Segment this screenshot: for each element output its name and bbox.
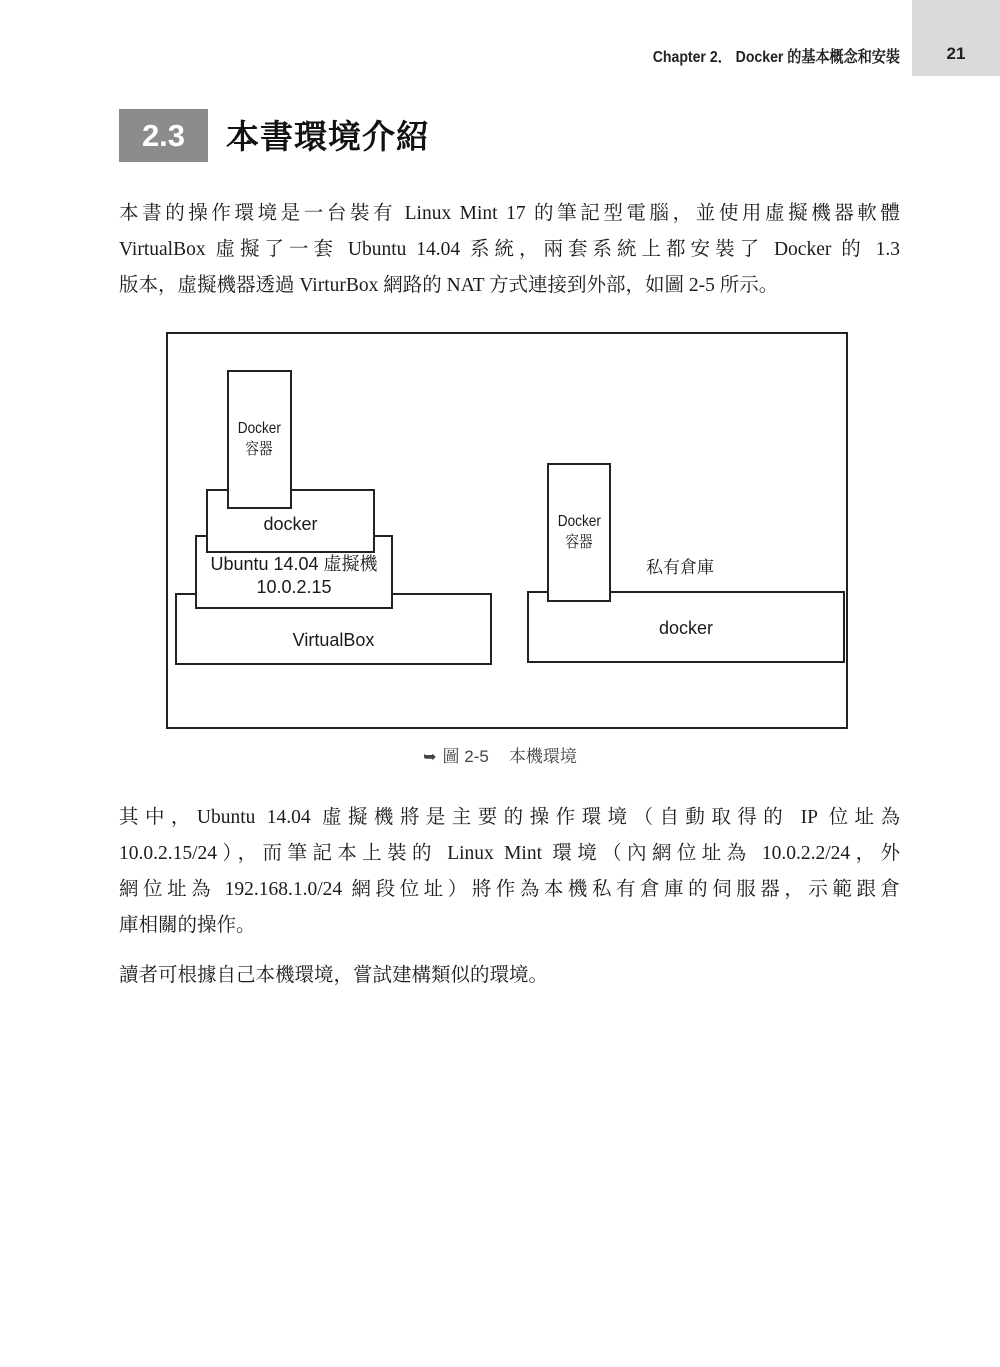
private-registry-label: 私有倉庫 xyxy=(646,558,714,577)
caption-arrow-icon: ➥ xyxy=(423,749,437,766)
caption-number: 圖 2-5 xyxy=(442,747,489,766)
caption-text: 本機環境 xyxy=(508,747,577,766)
container-label-right-2: 容器 xyxy=(565,533,593,551)
figure-caption xyxy=(0,742,1000,767)
container-label-right-1: Docker xyxy=(557,512,601,530)
page-number: 21 xyxy=(946,44,966,63)
paragraph-line: 本書的操作環境是一台裝有 Linux Mint 17 的筆記型電腦，並使用虛擬機器軟體 xyxy=(119,203,900,224)
intro-paragraph xyxy=(119,196,900,304)
explanation-paragraph xyxy=(119,800,900,944)
paragraph-line: VirtualBox 虛擬了一套 Ubuntu 14.04 系統，兩套系統上都安裝了 Docker 的 1.3 xyxy=(119,239,900,260)
section-number: 2.3 xyxy=(119,109,208,162)
docker-engine-label-left: docker xyxy=(263,514,318,534)
virtualbox-label: VirtualBox xyxy=(292,630,375,650)
paragraph-line: 網位址為 192.168.1.0/24 網段位址）將作為本機私有倉庫的伺服器，示範跟倉 xyxy=(119,879,900,900)
paragraph-line: 10.0.2.15/24），而筆記本上裝的 Linux Mint 環境（內網位址為 10.0.2.2/24，外 xyxy=(119,843,900,864)
container-label-left-2: 容器 xyxy=(245,440,274,458)
section-title: 本書環境介紹 xyxy=(226,117,430,156)
container-label-left-1: Docker xyxy=(237,419,282,437)
running-header: Chapter 2． Docker 的基本概念和安裝 xyxy=(652,49,900,66)
paragraph-line: 讀者可根據自己本機環境，嘗試建構類似的環境。 xyxy=(119,965,549,986)
vm-ip-label: 10.0.2.15 xyxy=(256,577,332,598)
vm-name-label: Ubuntu 14.04 虛擬機 xyxy=(210,554,378,574)
paragraph-line: 庫相關的操作。 xyxy=(119,915,256,936)
page-number-tab xyxy=(912,0,1000,76)
docker-engine-label-right: docker xyxy=(658,618,714,638)
docker-container-box-right xyxy=(547,463,611,602)
closing-paragraph xyxy=(119,958,900,994)
environment-diagram xyxy=(166,332,848,729)
docker-container-box-left xyxy=(227,370,292,509)
paragraph-line: 版本，虛擬機器透過 VirturBox 網路的 NAT 方式連接到外部，如圖 2-5 所示。 xyxy=(119,275,779,296)
paragraph-line: 其中，Ubuntu 14.04 虛擬機將是主要的操作環境（自動取得的 IP 位址為 xyxy=(119,807,900,828)
